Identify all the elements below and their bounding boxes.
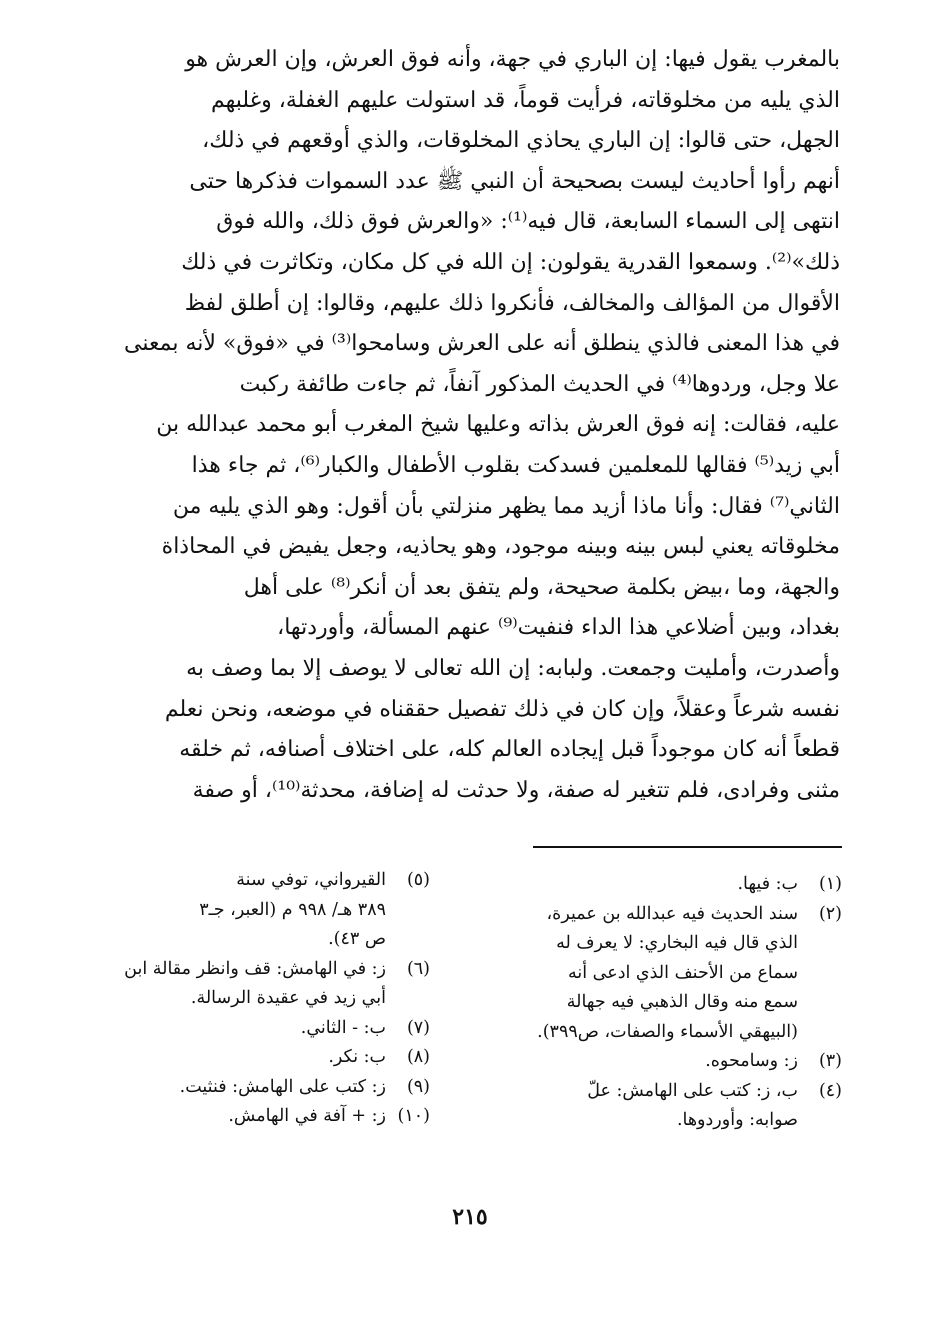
body-line: في هذا المعنى فالذي ينطلق أنه على العرش وسامحوا⁽³⁾ في «فوق» لأنه بمعنى: [124, 331, 840, 357]
footnote-line: ز: كتب على الهامش: فنثيت.: [179, 1076, 386, 1097]
footnote-line: ب: فيها.: [737, 874, 798, 894]
footnote-line: ز: في الهامش: قف وانظر مقالة ابن: [124, 958, 386, 979]
body-line: مخلوقاته يعني لبس بينه وبينه موجود، وهو يحاذيه، وجعل يفيض في المحاذاة: [161, 534, 840, 560]
body-line: والجهة، وما ،بيض بكلمة صحيحة، ولم يتفق بعد أن أنكر⁽⁸⁾ على أهل: [243, 574, 840, 600]
footnote-number: (٦): [406, 958, 430, 979]
footnote-line: ز: + آفة في الهامش.: [228, 1106, 386, 1126]
footnote-line: ب: نكر.: [328, 1047, 386, 1067]
footnote-separator: [533, 846, 842, 848]
footnote-line: ز: وسامحوه.: [705, 1051, 798, 1071]
footnote: [100, 1102, 430, 1132]
footnote-line: القيرواني، توفي سنة: [236, 870, 386, 890]
body-line: الأقوال من المؤالف والمخالف، فأنكروا ذلك عليهم، وقالوا: إن أطلق لفظ: [184, 290, 840, 316]
footnote-number: (٨): [406, 1047, 430, 1067]
footnote: [100, 866, 430, 955]
footnote-line: ٣٨٩ هـ/ ٩٩٨ م (العبر، جـ٣: [199, 899, 386, 920]
body-line: بالمغرب يقول فيها: إن الباري في جهة، وأنه فوق العرش، وإن العرش هو: [185, 47, 840, 72]
footnote-line: (البيهقي الأسماء والصفات، ص٣٩٩).: [537, 1021, 798, 1042]
footnotes-left-column: [100, 866, 430, 1132]
footnote-text: [100, 866, 386, 955]
main-text: [100, 40, 840, 811]
footnote: [470, 870, 842, 900]
footnote-number: (٧): [406, 1017, 430, 1038]
body-line: الذي يليه من مخلوقاته، فرأيت قوماً، قد استولت عليهم الغفلة، وغلبهم: [210, 87, 840, 113]
footnote-number: (١٠): [397, 1106, 430, 1126]
footnote-text: [470, 1077, 798, 1136]
footnote: [100, 955, 430, 1014]
footnote: [100, 1014, 430, 1044]
footnote-text: [100, 1073, 386, 1103]
footnote-text: [470, 1047, 798, 1077]
footnote-text: [100, 955, 386, 1014]
footnote-text: [100, 1014, 386, 1044]
footnote-line: الذي قال فيه البخاري: لا يعرف له: [556, 933, 798, 953]
footnote: [470, 1077, 842, 1136]
body-line: بغداد، وبين أضلاعي هذا الداء فنفيت⁽⁹⁾ عنهم المسألة، وأوردتها،: [277, 615, 840, 641]
footnote-line: ب، ز: كتب على الهامش: علّ: [587, 1080, 798, 1101]
footnote-number: (٣): [818, 1051, 842, 1071]
footnote: [100, 1073, 430, 1103]
body-line: أنهم رأوا أحاديث ليست بصحيحة أن النبي ﷺ عدد السموات فذكرها حتى: [189, 168, 840, 194]
body-line: وأصدرت، وأمليت وجمعت. ولبابه: إن الله تعالى لا يوصف إلا بما وصف به: [186, 655, 840, 681]
footnote-line: صوابه: وأوردوها.: [676, 1110, 798, 1130]
body-line: مثنى وفرادى، فلم تتغير له صفة، ولا حدثت له إضافة، محدثة⁽¹⁰⁾، أو صفة: [192, 777, 840, 803]
footnote: [470, 900, 842, 1048]
footnote-number: (٩): [406, 1076, 430, 1097]
footnote-number: (١): [818, 874, 842, 894]
body-line: الثاني⁽⁷⁾ فقال: وأنا ماذا أزيد مما يظهر منزلتي بأن أقول: وهو الذي يليه من: [172, 493, 840, 519]
footnote: [470, 1047, 842, 1077]
body-line: انتهى إلى السماء السابعة، قال فيه⁽¹⁾: «والعرش فوق ذلك، والله فوق: [216, 209, 840, 235]
body-line: الجهل، حتى قالوا: إن الباري يحاذي المخلوقات، والذي أوقعهم في ذلك،: [202, 128, 840, 154]
footnote-line: سماع من الأحنف الذي ادعى أنه: [568, 962, 798, 983]
footnote-text: [100, 1102, 386, 1132]
footnote-line: سمع منه وقال الذهبي فيه جهالة: [566, 992, 798, 1012]
body-line: عليه، فقالت: إنه فوق العرش بذاته وعليها شيخ المغرب أبو محمد عبدالله بن: [156, 412, 840, 438]
footnote-text: [470, 900, 798, 1048]
footnote-number: (٤): [818, 1080, 842, 1101]
footnote-number: (٢): [818, 903, 842, 924]
footnotes-right-column: [470, 870, 842, 1136]
footnote-line: ب: - الثاني.: [300, 1017, 386, 1038]
body-line: قطعاً أنه كان موجوداً قبل إيجاده العالم كله، على اختلاف أصنافه، ثم خلقه: [179, 737, 840, 763]
footnote-line: سند الحديث فيه عبدالله بن عميرة،: [546, 903, 798, 924]
body-line: علا وجل، وردوها⁽⁴⁾ في الحديث المذكور آنفاً، ثم جاءت طائفة ركبت: [239, 371, 840, 397]
body-line: ذلك»⁽²⁾. وسمعوا القدرية يقولون: إن الله في كل مكان، وتكاثرت في ذلك: [181, 249, 840, 275]
footnote-text: [100, 1043, 386, 1073]
footnote-text: [470, 870, 798, 900]
footnote: [100, 1043, 430, 1073]
page-number: ٢١٥: [452, 1204, 488, 1230]
body-line: نفسه شرعاً وعقلاً، وإن كان في ذلك تفصيل حققناه في موضعه، ونحن نعلم: [164, 696, 840, 722]
footnote-line: أبي زيد في عقيدة الرسالة.: [190, 988, 386, 1008]
footnote-number: (٥): [406, 870, 430, 890]
body-line: أبي زيد⁽⁵⁾ فقالها للمعلمين فسدكت بقلوب الأطفال والكبار⁽⁶⁾، ثم جاء هذا: [191, 452, 840, 478]
footnote-line: ص ٤٣).: [328, 929, 386, 949]
